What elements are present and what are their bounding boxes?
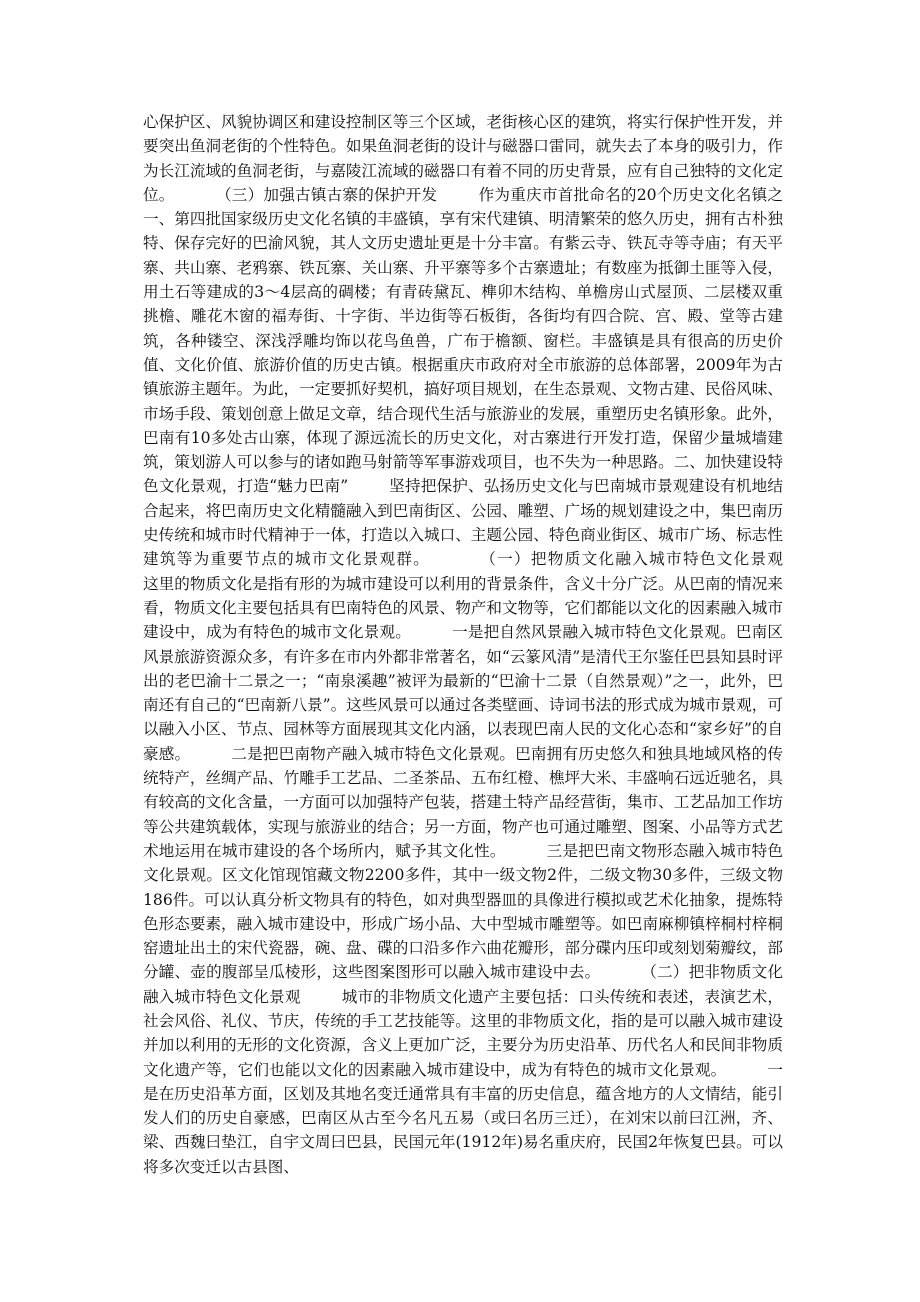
document-page [143, 110, 823, 1179]
body-paragraph: 心保护区、风貌协调区和建设控制区等三个区域，老街核心区的建筑，将实行保护性开发，并要突出鱼洞老街的个性特色。如果鱼洞老街的设计与磁器口雷同，就失去了本身的吸引力，作为长江流域的鱼洞老街，与嘉陵江流域的磁器口有着不同的历史背景，应有自己独特的文化定位。 （三）加强古镇古寨的保护开发 作为重庆市首批命名的20个历史文化名镇之一、第四批国家级历史文化名镇的丰盛镇，享有宋代建镇、明清繁荣的悠久历史，拥有古朴独特、保存完好的巴渝风貌，其人文历史遗址更是十分丰富。有紫云寺、铁瓦寺等寺庙；有天平寨、共山寨、老鸦寨、铁瓦寨、关山寨、升平寨等多个古寨遗址；有数座为抵御土匪等入侵，用土石等建成的3～4层高的碉楼；有青砖黛瓦、榫卯木结构、单檐房山式屋顶、二层楼双重挑檐、雕花木窗的福寿街、十字街、半边街等石板街，各街均有四合院、宫、殿、堂等古建筑，各种镂空、深浅浮雕均饰以花鸟鱼兽，广布于檐额、窗栏。丰盛镇是具有很高的历史价值、文化价值、旅游价值的历史古镇。根据重庆市政府对全市旅游的总体部署，2009年为古镇旅游主题年。为此，一定要抓好契机，搞好项目规划，在生态景观、文物古建、民俗风味、市场手段、策划创意上做足文章，结合现代生活与旅游业的发展，重塑历史名镇形象。此外，巴南有10多处古山寨，体现了源远流长的历史文化，对古寨进行开发打造，保留少量城墙建筑，策划游人可以参与的诸如跑马射箭等军事游戏项目，也不失为一种思路。二、加快建设特色文化景观，打造“魅力巴南” 坚持把保护、弘扬历史文化与巴南城市景观建设有机地结合起来，将巴南历史文化精髓融入到巴南街区、公园、雕塑、广场的规划建设之中，集巴南历史传统和城市时代精神于一体，打造以入城口、主题公园、特色商业街区、城市广场、标志性建筑等为重要节点的城市文化景观群。 （一）把物质文化融入城市特色文化景观 这里的物质文化是指有形的为城市建设可以利用的背景条件，含义十分广泛。从巴南的情况来看，物质文化主要包括具有巴南特色的风景、物产和文物等，它们都能以文化的因素融入城市建设中，成为有特色的城市文化景观。 一是把自然风景融入城市特色文化景观。巴南区风景旅游资源众多，有许多在市内外都非常著名，如“云篆风清”是清代王尔鉴任巴县知县时评出的老巴渝十二景之一；“南泉溪趣”被评为最新的“巴渝十二景（自然景观）”之一，此外，巴南还有自己的“巴南新八景”。这些风景可以通过各类壁画、诗词书法的形式成为城市景观，可以融入小区、节点、园林等方面展现其文化内涵，以表现巴南人民的文化心态和“家乡好”的自豪感。 二是把巴南物产融入城市特色文化景观。巴南拥有历史悠久和独具地域风格的传统特产，丝绸产品、竹雕手工艺品、二圣茶品、五布红橙、樵坪大米、丰盛响石远近驰名，具有较高的文化含量，一方面可以加强特产包装，搭建土特产品经营街，集市、工艺品加工作坊等公共建筑载体，实现与旅游业的结合；另一方面，物产也可通过雕塑、图案、小品等方式艺术地运用在城市建设的各个场所内，赋予其文化性。 三是把巴南文物形态融入城市特色文化景观。区文化馆现馆藏文物2200多件，其中一级文物2件，二级文物30多件，三级文物186件。可以认真分析文物具有的特色，如对典型器皿的具像进行模拟或艺术化抽象，提炼特色形态要素，融入城市建设中，形成广场小品、大中型城市雕塑等。如巴南麻柳镇梓桐村梓桐窑遗址出土的宋代瓷器，碗、盘、碟的口沿多作六曲花瓣形，部分碟内压印或刻划菊瓣纹，部分罐、壶的腹部呈瓜棱形，这些图案图形可以融入城市建设中去。 （二）把非物质文化融入城市特色文化景观 城市的非物质文化遗产主要包括：口头传统和表述，表演艺术，社会风俗、礼仪、节庆，传统的手工艺技能等。这里的非物质文化，指的是可以融入城市建设并加以利用的无形的文化资源，含义上更加广泛，主要分为历史沿革、历代名人和民间非物质文化遗产等，它们也能以文化的因素融入城市建设中，成为有特色的城市文化景观。 一是在历史沿革方面，区划及其地名变迁通常具有丰富的历史信息，蕴含地方的人文情结，能引发人们的历史自豪感，巴南区从古至今名凡五易（或曰名历三迁），在刘宋以前曰江洲，齐、梁、西魏曰垫江，自宇文周曰巴县，民国元年(1912年)易名重庆府，民国2年恢复巴县。可以将多次变迁以古县图、 [143, 113, 823, 1176]
